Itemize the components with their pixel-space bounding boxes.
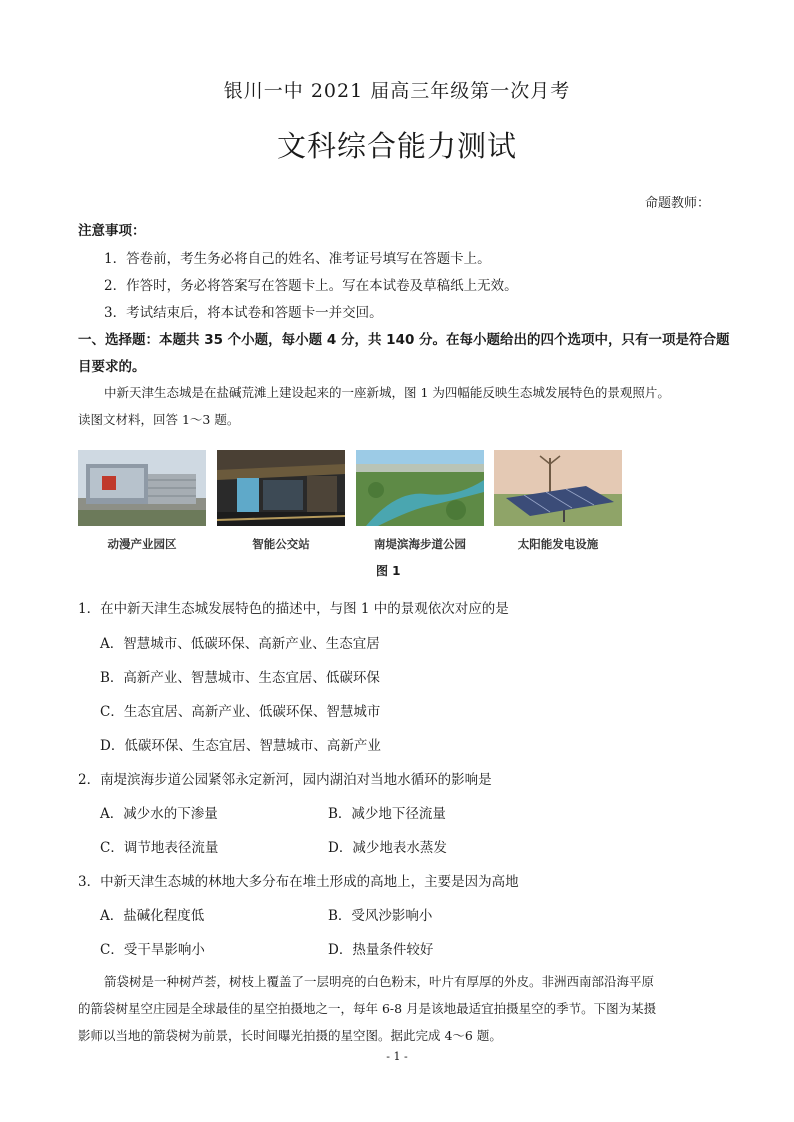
figure-caption-4: 太阳能发电设施 <box>517 537 599 551</box>
passage-1-line-1: 中新天津生态城是在盐碱荒滩上建设起来的一座新城，图 1 为四幅能反映生态城发展特色的景观照片。 <box>104 385 670 400</box>
photo-animation-park <box>78 450 206 526</box>
author-label: 命题教师： <box>644 196 710 211</box>
question-2-option-c: C．调节地表径流量 <box>100 840 219 856</box>
notice-heading: 注意事项： <box>78 223 146 239</box>
section-instruction-line-2: 目要求的。 <box>78 359 146 375</box>
notice-item-3: 3．考试结束后，将本试卷和答题卡一并交回。 <box>104 305 383 321</box>
photo-seaside-park <box>356 450 484 526</box>
figure-caption-3: 南堤滨海步道公园 <box>374 537 466 551</box>
notice-item-1: 1．答卷前，考生务必将自己的姓名、准考证号填写在答题卡上。 <box>104 251 491 267</box>
question-2-option-a: A．减少水的下渗量 <box>100 806 218 822</box>
question-3-option-a: A．盐碱化程度低 <box>100 908 205 924</box>
subject-title: 文科综合能力测试 <box>276 129 517 163</box>
question-1-option-b: B．高新产业、智慧城市、生态宜居、低碳环保 <box>100 670 380 686</box>
question-1-stem: 1．在中新天津生态城发展特色的描述中，与图 1 中的景观依次对应的是 <box>78 601 509 617</box>
exam-title: 银川一中 2021 届高三年级第一次月考 <box>223 80 571 102</box>
question-1-option-d: D．低碳环保、生态宜居、智慧城市、高新产业 <box>100 738 381 754</box>
passage-1-line-2: 读图文材料，回答 1～3 题。 <box>78 412 240 427</box>
passage-2-line-3: 影师以当地的箭袋树为前景，长时间曝光拍摄的星空图。据此完成 4～6 题。 <box>78 1028 502 1043</box>
question-2-option-b: B．减少地下径流量 <box>328 806 446 822</box>
question-3-option-d: D．热量条件较好 <box>328 942 434 958</box>
figure-label: 图 1 <box>376 564 401 578</box>
question-3-stem: 3．中新天津生态城的林地大多分布在堆土形成的高地上，主要是因为高地 <box>78 874 519 890</box>
question-3-option-b: B．受风沙影响小 <box>328 908 433 924</box>
figure-caption-2: 智能公交站 <box>252 537 310 551</box>
question-1-option-c: C．生态宜居、高新产业、低碳环保、智慧城市 <box>100 704 381 720</box>
question-2-stem: 2．南堤滨海步道公园紧邻永定新河，园内湖泊对当地水循环的影响是 <box>78 772 492 788</box>
notice-item-2: 2．作答时，务必将答案写在答题卡上。写在本试卷及草稿纸上无效。 <box>104 278 518 294</box>
photo-smart-bus-stop <box>217 450 345 526</box>
passage-2-line-1: 箭袋树是一种树芦荟，树枝上覆盖了一层明亮的白色粉末，叶片有厚厚的外皮。非洲西南部沿海平原 <box>104 974 655 989</box>
figure-caption-1: 动漫产业园区 <box>107 537 177 551</box>
photo-solar-facility <box>494 450 622 526</box>
question-3-option-c: C．受干旱影响小 <box>100 942 205 958</box>
passage-2-line-2: 的箭袋树星空庄园是全球最佳的星空拍摄地之一，每年 6-8 月是该地最适宜拍摄星空的季节。下图为某摄 <box>78 1001 657 1016</box>
question-1-option-a: A．智慧城市、低碳环保、高新产业、生态宜居 <box>100 636 380 652</box>
section-instruction-line-1: 一、选择题：本题共 35 个小题，每小题 4 分，共 140 分。在每小题给出的四个选项中，只有一项是符合题 <box>78 332 730 348</box>
question-2-option-d: D．减少地表水蒸发 <box>328 840 447 856</box>
page-number: - 1 - <box>386 1050 408 1063</box>
